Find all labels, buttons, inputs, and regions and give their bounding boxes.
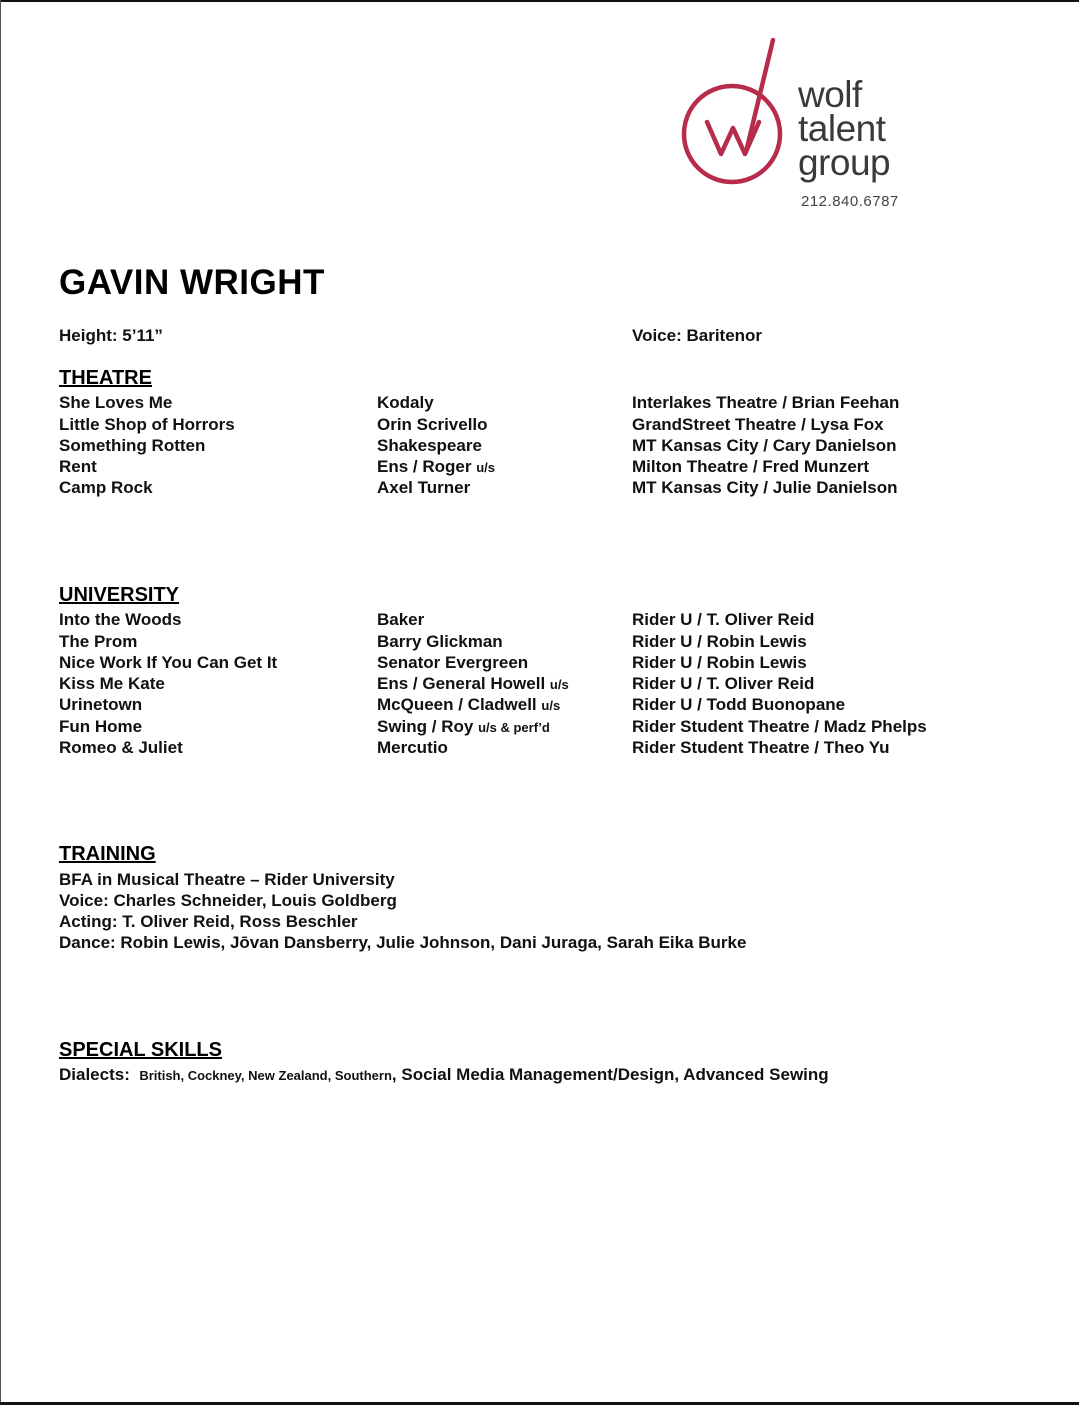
credit-venue: Rider Student Theatre / Madz Phelps bbox=[632, 717, 927, 736]
special-skills-line bbox=[59, 1064, 829, 1086]
credit-role: McQueen / Cladwell u/s bbox=[377, 695, 561, 714]
credit-role: Axel Turner bbox=[377, 478, 471, 497]
training-line: Dance: Robin Lewis, Jōvan Dansberry, Julie Johnson, Dani Juraga, Sarah Eika Burke bbox=[59, 933, 747, 952]
wolf-logo-icon bbox=[680, 38, 800, 198]
credit-show: Into the Woods bbox=[59, 610, 182, 629]
training-line: Voice: Charles Schneider, Louis Goldberg bbox=[59, 891, 397, 910]
credit-role: Mercutio bbox=[377, 738, 448, 757]
agency-name-line-3: group bbox=[798, 142, 891, 183]
credit-venue: Interlakes Theatre / Brian Feehan bbox=[632, 393, 900, 412]
credit-role: Baker bbox=[377, 610, 425, 629]
credit-show: Kiss Me Kate bbox=[59, 674, 165, 693]
credit-venue: MT Kansas City / Cary Danielson bbox=[632, 436, 897, 455]
credit-role: Shakespeare bbox=[377, 436, 482, 455]
role-note: u/s & perf’d bbox=[478, 720, 550, 735]
training-line: Acting: T. Oliver Reid, Ross Beschler bbox=[59, 912, 358, 931]
agency-name-line-1: wolf bbox=[798, 74, 862, 115]
credit-show: Rent bbox=[59, 457, 97, 476]
university-heading: UNIVERSITY bbox=[59, 584, 180, 606]
credit-venue: Rider U / T. Oliver Reid bbox=[632, 674, 815, 693]
credit-role: Senator Evergreen bbox=[377, 653, 529, 672]
role-note: u/s bbox=[541, 698, 561, 713]
credit-show: Fun Home bbox=[59, 717, 143, 736]
dialects-list: British, Cockney, New Zealand, Southern bbox=[139, 1068, 392, 1083]
credit-role: Kodaly bbox=[377, 393, 434, 412]
credit-show: The Prom bbox=[59, 632, 138, 651]
credit-venue: GrandStreet Theatre / Lysa Fox bbox=[632, 415, 884, 434]
agency-name-line-2: talent bbox=[798, 108, 886, 149]
special-skills-heading: SPECIAL SKILLS bbox=[59, 1039, 222, 1061]
credit-show: Romeo & Juliet bbox=[59, 738, 183, 757]
credit-venue: Milton Theatre / Fred Munzert bbox=[632, 457, 870, 476]
page-left-border bbox=[0, 0, 1, 1405]
page-top-border bbox=[0, 0, 1079, 2]
theatre-heading: THEATRE bbox=[59, 367, 152, 389]
credit-show: Something Rotten bbox=[59, 436, 206, 455]
training-line: BFA in Musical Theatre – Rider University bbox=[59, 870, 395, 889]
training-heading: TRAINING bbox=[59, 843, 156, 865]
credit-venue: Rider U / Todd Buonopane bbox=[632, 695, 846, 714]
other-skills: , Social Media Management/Design, Advanced Sewing bbox=[391, 1065, 829, 1084]
height-stat: Height: 5’11” bbox=[59, 326, 163, 345]
agency-logo bbox=[680, 38, 920, 218]
credit-venue: Rider U / T. Oliver Reid bbox=[632, 610, 815, 629]
credit-show: Little Shop of Horrors bbox=[59, 415, 235, 434]
credit-show: Camp Rock bbox=[59, 478, 153, 497]
role-note: u/s bbox=[549, 677, 569, 692]
agency-phone: 212.840.6787 bbox=[801, 193, 899, 210]
credit-role: Barry Glickman bbox=[377, 632, 503, 651]
credit-role: Orin Scrivello bbox=[377, 415, 488, 434]
performer-name: GAVIN WRIGHT bbox=[59, 263, 325, 302]
credit-role: Swing / Roy u/s & perf’d bbox=[377, 717, 550, 736]
credit-venue: Rider U / Robin Lewis bbox=[632, 632, 807, 651]
credit-venue: Rider Student Theatre / Theo Yu bbox=[632, 738, 890, 757]
credit-role: Ens / Roger u/s bbox=[377, 457, 495, 476]
credit-show: Nice Work If You Can Get It bbox=[59, 653, 278, 672]
role-note: u/s bbox=[476, 460, 495, 475]
dialects-label: Dialects: bbox=[59, 1065, 140, 1084]
credit-role: Ens / General Howell u/s bbox=[377, 674, 569, 693]
credit-show: Urinetown bbox=[59, 695, 143, 714]
credit-venue: MT Kansas City / Julie Danielson bbox=[632, 478, 898, 497]
agency-name bbox=[798, 74, 891, 183]
credit-venue: Rider U / Robin Lewis bbox=[632, 653, 807, 672]
credit-show: She Loves Me bbox=[59, 393, 173, 412]
voice-stat: Voice: Baritenor bbox=[632, 326, 763, 345]
